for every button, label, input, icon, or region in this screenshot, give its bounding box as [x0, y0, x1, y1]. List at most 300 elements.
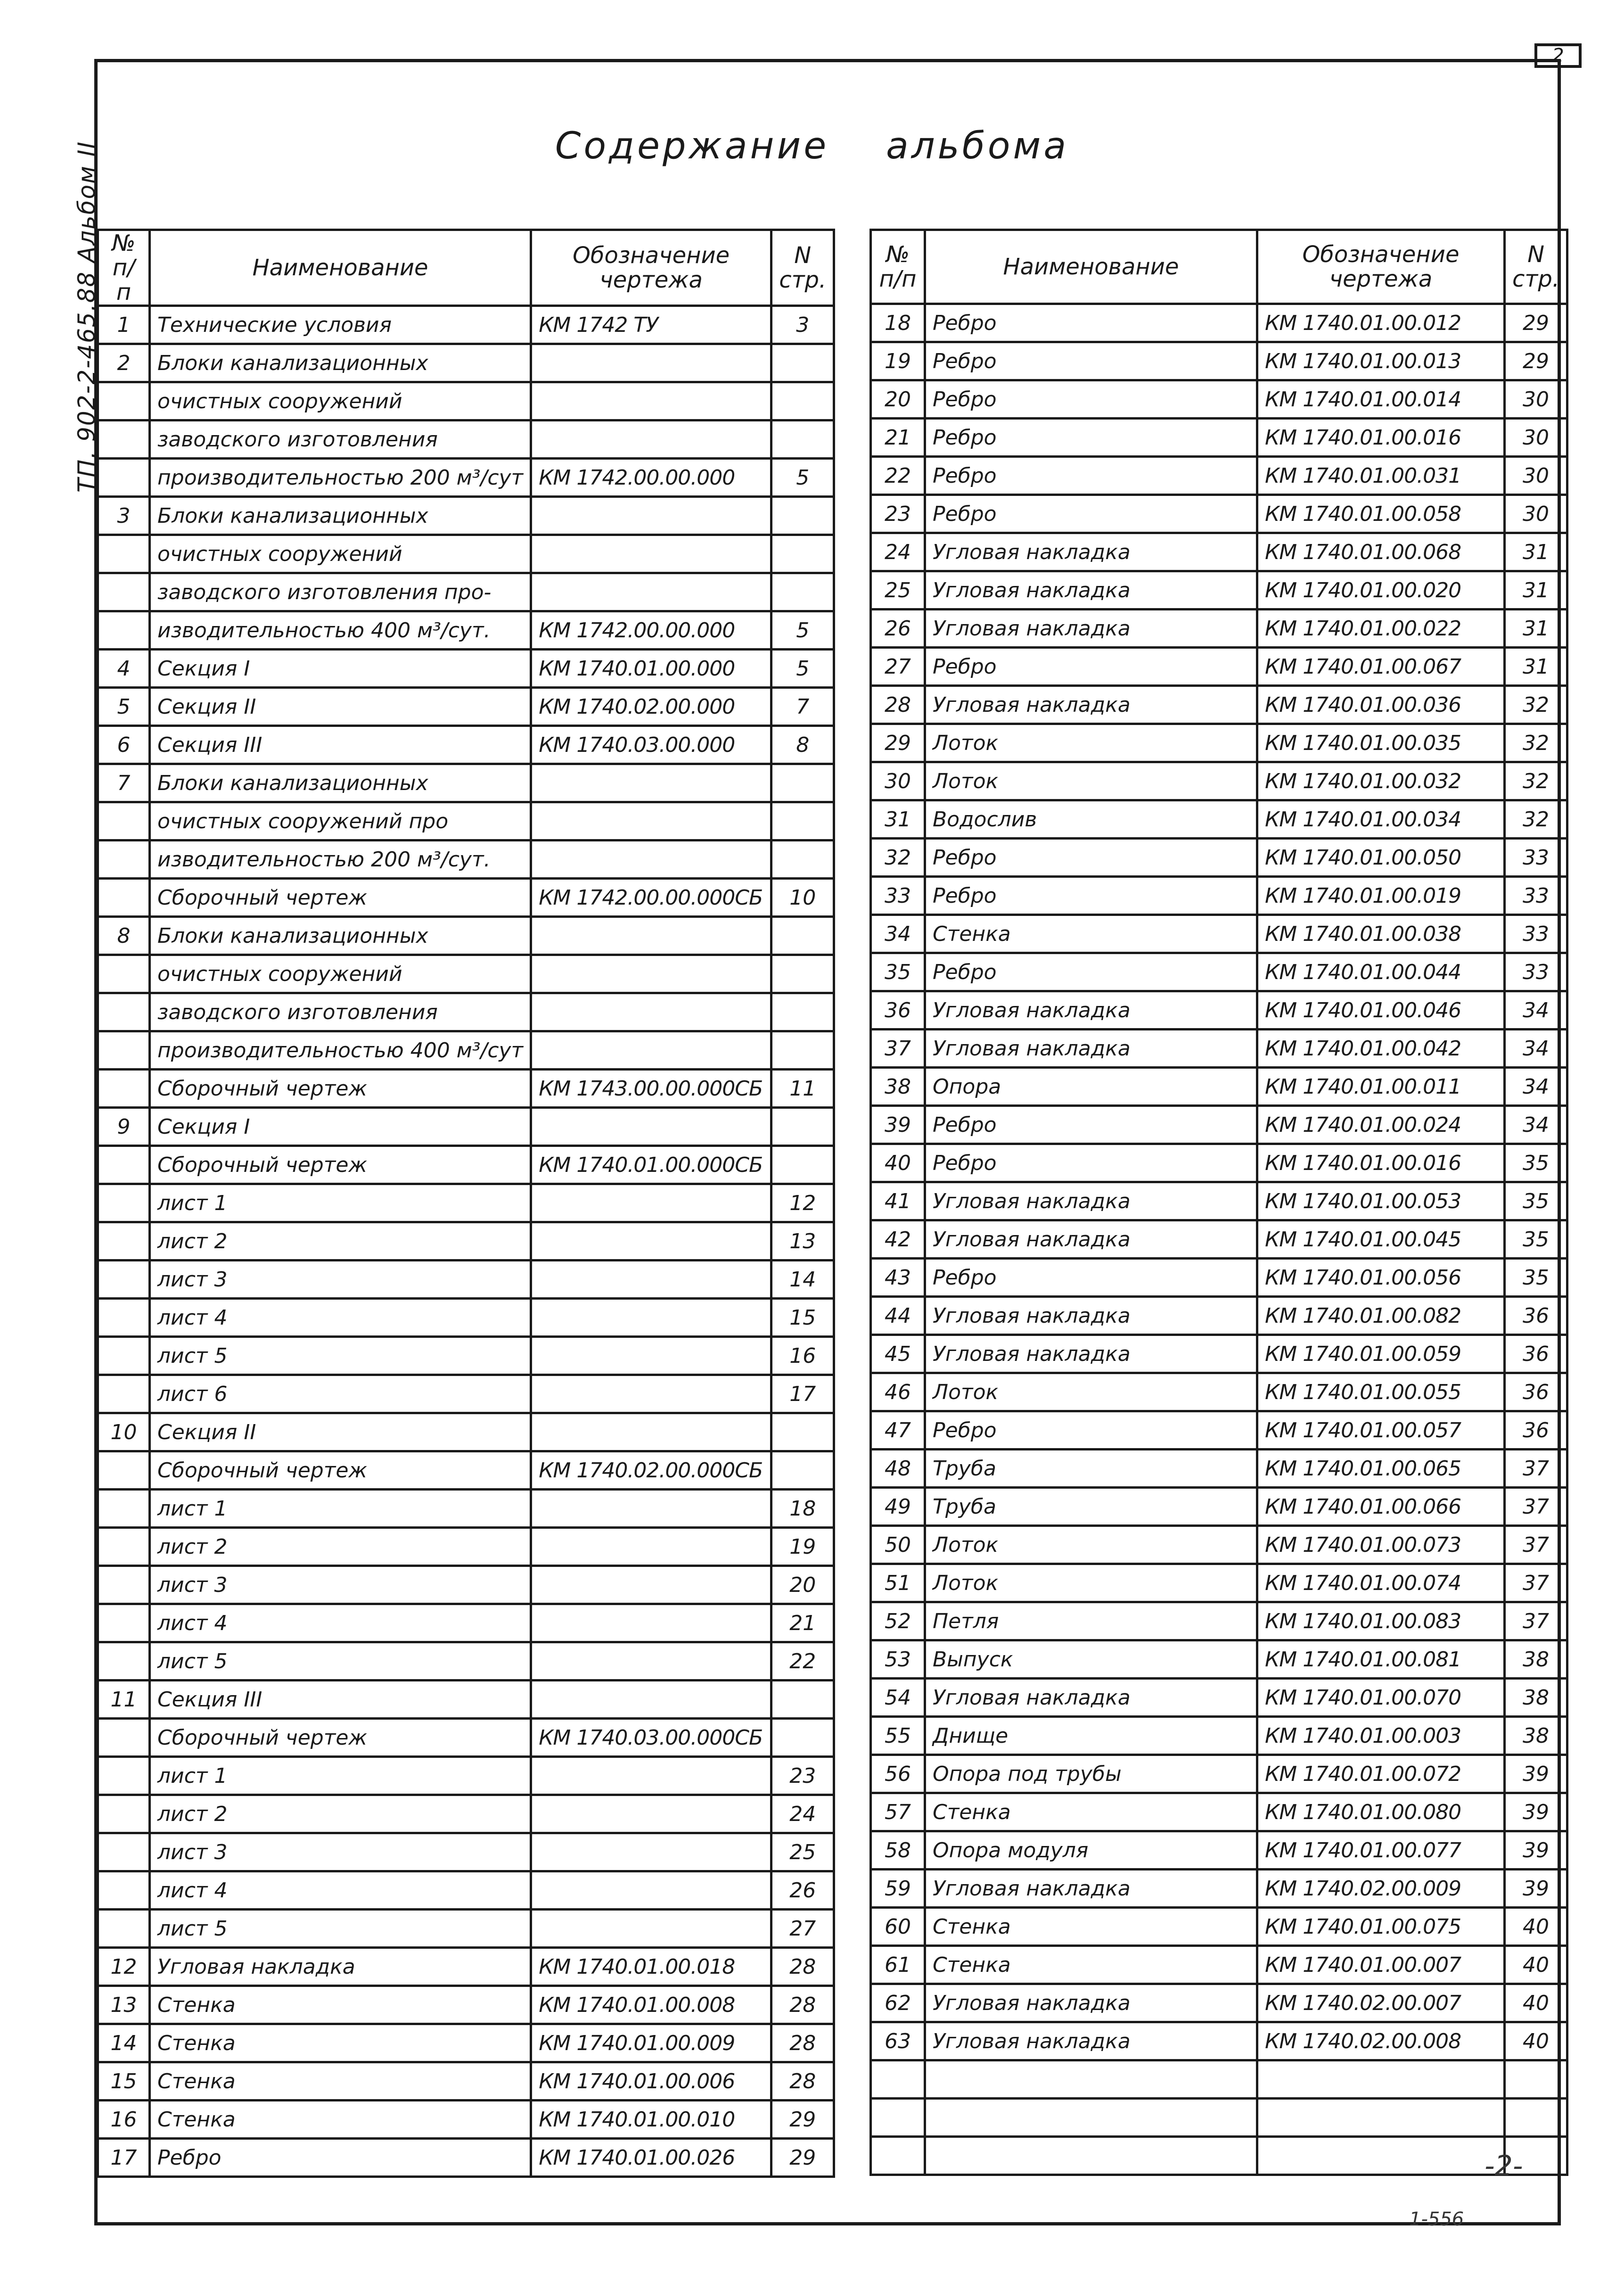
row-name: Сборочный чертеж: [150, 1719, 531, 1757]
row-designation: КМ 1740.01.00.000: [531, 650, 771, 688]
row-designation: КМ 1740.01.00.034: [1257, 800, 1505, 839]
table-row: [98, 2024, 834, 2062]
row-designation: [531, 573, 771, 611]
row-page: 36: [1505, 1373, 1567, 1411]
row-page: [771, 573, 834, 611]
row-name: лист 4: [150, 1604, 531, 1642]
table-row: [98, 420, 834, 459]
row-name: заводского изготовления про-: [150, 573, 531, 611]
row-number: 10: [98, 1413, 150, 1451]
row-designation: [531, 802, 771, 840]
row-name: Секция II: [150, 688, 531, 726]
row-name: Выпуск: [925, 1640, 1257, 1679]
row-number: 58: [871, 1831, 925, 1870]
row-name: Секция III: [150, 726, 531, 764]
table-row: [871, 762, 1567, 800]
row-number: 13: [98, 1986, 150, 2024]
row-name: очистных сооружений про: [150, 802, 531, 840]
row-page: 32: [1505, 762, 1567, 800]
row-page: [771, 1031, 834, 1070]
row-number: [98, 1833, 150, 1871]
row-page: 34: [1505, 991, 1567, 1030]
row-page: 34: [1505, 1106, 1567, 1144]
table-row: [871, 610, 1567, 648]
row-number: [98, 611, 150, 650]
row-page: 39: [1505, 1793, 1567, 1831]
table-row: [871, 380, 1567, 419]
row-number: [98, 1871, 150, 1910]
row-page: 32: [1505, 686, 1567, 724]
row-page: [771, 497, 834, 535]
row-designation: КМ 1740.01.00.035: [1257, 724, 1505, 762]
row-name: Ребро: [925, 380, 1257, 419]
row-name: Секция II: [150, 1413, 531, 1451]
row-number: [98, 1490, 150, 1528]
row-number: 8: [98, 917, 150, 955]
row-number: 34: [871, 915, 925, 953]
row-number: 4: [98, 650, 150, 688]
row-designation: [531, 1031, 771, 1070]
row-name: Угловая накладка: [150, 1948, 531, 1986]
row-designation: КМ 1740.01.00.068: [1257, 533, 1505, 571]
row-designation: КМ 1740.01.00.074: [1257, 1564, 1505, 1602]
row-name: очистных сооружений: [150, 955, 531, 993]
row-designation: КМ 1740.01.00.012: [1257, 304, 1505, 342]
row-designation: КМ 1740.01.00.016: [1257, 1144, 1505, 1182]
row-number: 22: [871, 457, 925, 495]
row-page: 15: [771, 1299, 834, 1337]
row-number: [98, 1222, 150, 1261]
row-designation: [1257, 2137, 1505, 2175]
row-name: Ребро: [925, 648, 1257, 686]
row-designation: [531, 840, 771, 879]
row-number: [98, 459, 150, 497]
row-number: 1: [98, 306, 150, 344]
row-designation: [531, 1795, 771, 1833]
table-row: [98, 764, 834, 802]
table-row: [98, 1108, 834, 1146]
row-page: 22: [771, 1642, 834, 1681]
row-name: лист 2: [150, 1222, 531, 1261]
table-row: [871, 724, 1567, 762]
row-designation: КМ 1740.01.00.011: [1257, 1068, 1505, 1106]
row-page: 21: [771, 1604, 834, 1642]
row-page: 5: [771, 611, 834, 650]
row-number: 7: [98, 764, 150, 802]
row-name: Стенка: [150, 2024, 531, 2062]
table-row: [98, 1642, 834, 1681]
row-name: Угловая накладка: [925, 1220, 1257, 1259]
table-row: [98, 1948, 834, 1986]
row-page: 8: [771, 726, 834, 764]
header-num: № п/п: [871, 230, 925, 304]
row-name: Труба: [925, 1450, 1257, 1488]
row-number: 63: [871, 2022, 925, 2060]
row-designation: [531, 344, 771, 382]
row-page: 19: [771, 1528, 834, 1566]
row-designation: КМ 1740.03.00.000: [531, 726, 771, 764]
row-page: [771, 1719, 834, 1757]
table-row: [98, 1337, 834, 1375]
table-row: [98, 1222, 834, 1261]
row-designation: КМ 1740.02.00.008: [1257, 2022, 1505, 2060]
row-designation: [1257, 2099, 1505, 2137]
row-name: Ребро: [150, 2139, 531, 2177]
row-number: 20: [871, 380, 925, 419]
table-row: [871, 1755, 1567, 1793]
row-name: лист 4: [150, 1871, 531, 1910]
row-page: 16: [771, 1337, 834, 1375]
row-number: [98, 420, 150, 459]
row-designation: КМ 1740.01.00.009: [531, 2024, 771, 2062]
row-name: Ребро: [925, 1144, 1257, 1182]
table-row: [871, 1220, 1567, 1259]
row-number: 41: [871, 1182, 925, 1220]
row-page: 35: [1505, 1220, 1567, 1259]
table-row: [98, 344, 834, 382]
row-page: 12: [771, 1184, 834, 1222]
row-number: 27: [871, 648, 925, 686]
table-row: [98, 497, 834, 535]
row-name: Угловая накладка: [925, 1984, 1257, 2022]
row-page: 32: [1505, 800, 1567, 839]
row-number: [98, 1528, 150, 1566]
row-number: [98, 1070, 150, 1108]
row-name: Ребро: [925, 457, 1257, 495]
row-number: 38: [871, 1068, 925, 1106]
table-row: [871, 304, 1567, 342]
row-name: Стенка: [925, 1908, 1257, 1946]
row-page: 31: [1505, 571, 1567, 610]
row-name: лист 6: [150, 1375, 531, 1413]
row-page: [771, 802, 834, 840]
row-number: 49: [871, 1488, 925, 1526]
table-row: [871, 1182, 1567, 1220]
row-name: Угловая накладка: [925, 686, 1257, 724]
row-designation: [531, 1833, 771, 1871]
table-row: [98, 650, 834, 688]
row-name: Стенка: [925, 1793, 1257, 1831]
table-row: [98, 535, 834, 573]
row-name: Сборочный чертеж: [150, 1146, 531, 1184]
table-row: [871, 1106, 1567, 1144]
row-name: Стенка: [150, 2101, 531, 2139]
row-number: 31: [871, 800, 925, 839]
row-name: Опора: [925, 1068, 1257, 1106]
row-designation: КМ 1740.01.00.045: [1257, 1220, 1505, 1259]
row-designation: [531, 1490, 771, 1528]
row-number: [871, 2137, 925, 2175]
row-page: 5: [771, 459, 834, 497]
row-number: 29: [871, 724, 925, 762]
row-page: [771, 382, 834, 420]
row-number: [98, 535, 150, 573]
row-number: 44: [871, 1297, 925, 1335]
row-designation: КМ 1740.01.00.036: [1257, 686, 1505, 724]
row-name: [925, 2099, 1257, 2137]
table-row: [98, 1413, 834, 1451]
table-row: [871, 2137, 1567, 2175]
footer-mark: -2-: [1485, 2150, 1523, 2183]
table-row: [871, 342, 1567, 380]
table-header-row: [871, 230, 1567, 304]
row-designation: КМ 1740.01.00.056: [1257, 1259, 1505, 1297]
row-number: 37: [871, 1030, 925, 1068]
row-number: [98, 1261, 150, 1299]
row-number: 19: [871, 342, 925, 380]
row-page: 33: [1505, 839, 1567, 877]
row-page: 5: [771, 650, 834, 688]
row-designation: [531, 955, 771, 993]
row-number: [98, 1031, 150, 1070]
row-name: лист 4: [150, 1299, 531, 1337]
row-page: 25: [771, 1833, 834, 1871]
row-number: 56: [871, 1755, 925, 1793]
row-designation: КМ 1740.01.00.022: [1257, 610, 1505, 648]
row-name: Водослив: [925, 800, 1257, 839]
row-name: лист 5: [150, 1337, 531, 1375]
row-page: 30: [1505, 419, 1567, 457]
table-row: [98, 1566, 834, 1604]
table-row: [98, 1795, 834, 1833]
table-row: [871, 1602, 1567, 1640]
row-number: [98, 879, 150, 917]
row-name: Ребро: [925, 953, 1257, 991]
row-name: Угловая накладка: [925, 1870, 1257, 1908]
table-row: [871, 1526, 1567, 1564]
table-row: [98, 1910, 834, 1948]
table-row: [871, 1793, 1567, 1831]
table-row: [871, 1411, 1567, 1450]
row-page: 32: [1505, 724, 1567, 762]
table-row: [98, 1070, 834, 1108]
row-page: 33: [1505, 953, 1567, 991]
table-row: [98, 1261, 834, 1299]
row-designation: [531, 1375, 771, 1413]
table-row: [871, 2099, 1567, 2137]
row-designation: КМ 1740.01.00.042: [1257, 1030, 1505, 1068]
row-name: Угловая накладка: [925, 2022, 1257, 2060]
row-page: 26: [771, 1871, 834, 1910]
row-name: лист 2: [150, 1795, 531, 1833]
header-num: № п/п: [98, 230, 150, 306]
row-page: 35: [1505, 1144, 1567, 1182]
row-page: 23: [771, 1757, 834, 1795]
table-row: [871, 1640, 1567, 1679]
row-designation: КМ 1740.01.00.075: [1257, 1908, 1505, 1946]
row-page: 40: [1505, 1984, 1567, 2022]
row-number: 40: [871, 1144, 925, 1182]
row-page: [771, 840, 834, 879]
table-row: [98, 1184, 834, 1222]
table-row: [98, 1451, 834, 1490]
row-designation: [531, 1604, 771, 1642]
row-name: Угловая накладка: [925, 1335, 1257, 1373]
row-name: [925, 2137, 1257, 2175]
row-number: 2: [98, 344, 150, 382]
table-row: [871, 1717, 1567, 1755]
row-designation: [531, 1413, 771, 1451]
row-name: Ребро: [925, 877, 1257, 915]
row-page: 38: [1505, 1717, 1567, 1755]
row-name: заводского изготовления: [150, 993, 531, 1031]
table-row: [871, 1450, 1567, 1488]
row-name: Стенка: [150, 1986, 531, 2024]
row-name: лист 3: [150, 1261, 531, 1299]
row-name: Сборочный чертеж: [150, 1070, 531, 1108]
table-row: [871, 457, 1567, 495]
row-number: 39: [871, 1106, 925, 1144]
row-number: [98, 1146, 150, 1184]
table-row: [871, 1335, 1567, 1373]
contents-table-left: [97, 229, 835, 2178]
row-number: 12: [98, 1948, 150, 1986]
table-row: [871, 2022, 1567, 2060]
row-designation: КМ 1740.01.00.019: [1257, 877, 1505, 915]
row-page: 30: [1505, 380, 1567, 419]
row-name: Блоки канализационных: [150, 764, 531, 802]
row-number: [98, 382, 150, 420]
row-designation: [531, 420, 771, 459]
row-number: 33: [871, 877, 925, 915]
row-designation: [531, 1871, 771, 1910]
row-designation: КМ 1740.01.00.066: [1257, 1488, 1505, 1526]
row-designation: КМ 1740.01.00.073: [1257, 1526, 1505, 1564]
row-designation: КМ 1740.01.00.024: [1257, 1106, 1505, 1144]
table-row: [98, 1490, 834, 1528]
row-number: 53: [871, 1640, 925, 1679]
row-number: 46: [871, 1373, 925, 1411]
row-name: лист 3: [150, 1833, 531, 1871]
row-page: 37: [1505, 1488, 1567, 1526]
row-designation: [531, 1184, 771, 1222]
contents-body-right: [871, 304, 1567, 2175]
row-designation: КМ 1740.01.00.057: [1257, 1411, 1505, 1450]
table-row: [98, 382, 834, 420]
row-name: Ребро: [925, 419, 1257, 457]
row-page: 7: [771, 688, 834, 726]
table-row: [871, 1373, 1567, 1411]
table-row: [98, 1681, 834, 1719]
row-designation: [531, 1566, 771, 1604]
row-page: 37: [1505, 1564, 1567, 1602]
row-designation: КМ 1740.01.00.044: [1257, 953, 1505, 991]
row-page: 20: [771, 1566, 834, 1604]
row-number: [98, 1337, 150, 1375]
row-designation: КМ 1742 ТУ: [531, 306, 771, 344]
row-designation: КМ 1740.01.00.016: [1257, 419, 1505, 457]
table-row: [98, 993, 834, 1031]
row-number: 32: [871, 839, 925, 877]
row-designation: КМ 1740.01.00.046: [1257, 991, 1505, 1030]
row-number: 14: [98, 2024, 150, 2062]
row-name: заводского изготовления: [150, 420, 531, 459]
row-name: [925, 2060, 1257, 2099]
row-name: Блоки канализационных: [150, 917, 531, 955]
row-designation: КМ 1740.01.00.020: [1257, 571, 1505, 610]
row-name: Угловая накладка: [925, 1297, 1257, 1335]
row-page: 36: [1505, 1335, 1567, 1373]
table-row: [98, 306, 834, 344]
row-page: [771, 1681, 834, 1719]
row-name: Стенка: [925, 915, 1257, 953]
row-designation: КМ 1740.01.00.083: [1257, 1602, 1505, 1640]
row-number: 43: [871, 1259, 925, 1297]
row-name: Угловая накладка: [925, 610, 1257, 648]
row-number: 51: [871, 1564, 925, 1602]
table-row: [98, 1757, 834, 1795]
row-page: 36: [1505, 1411, 1567, 1450]
row-number: 17: [98, 2139, 150, 2177]
row-designation: КМ 1740.01.00.000СБ: [531, 1146, 771, 1184]
row-number: [98, 1795, 150, 1833]
table-row: [98, 2062, 834, 2101]
row-designation: КМ 1740.01.00.006: [531, 2062, 771, 2101]
row-name: Секция III: [150, 1681, 531, 1719]
row-name: Ребро: [925, 1411, 1257, 1450]
row-name: лист 3: [150, 1566, 531, 1604]
table-row: [98, 1833, 834, 1871]
row-name: Угловая накладка: [925, 1030, 1257, 1068]
row-number: 48: [871, 1450, 925, 1488]
table-row: [871, 1984, 1567, 2022]
row-number: [98, 802, 150, 840]
contents-table-right: [869, 229, 1568, 2176]
row-page: [771, 955, 834, 993]
row-designation: КМ 1740.03.00.000СБ: [531, 1719, 771, 1757]
row-name: Стенка: [925, 1946, 1257, 1984]
row-designation: КМ 1740.02.00.009: [1257, 1870, 1505, 1908]
row-page: 39: [1505, 1755, 1567, 1793]
row-page: 3: [771, 306, 834, 344]
row-designation: КМ 1742.00.00.000: [531, 611, 771, 650]
row-page: 29: [1505, 342, 1567, 380]
row-number: 5: [98, 688, 150, 726]
table-row: [871, 1297, 1567, 1335]
header-code: Обозначение чертежа: [531, 230, 771, 306]
row-number: 60: [871, 1908, 925, 1946]
row-name: Сборочный чертеж: [150, 1451, 531, 1490]
table-row: [871, 2060, 1567, 2099]
row-name: Опора модуля: [925, 1831, 1257, 1870]
table-row: [871, 953, 1567, 991]
row-name: лист 1: [150, 1490, 531, 1528]
row-designation: КМ 1740.01.00.018: [531, 1948, 771, 1986]
row-name: очистных сооружений: [150, 382, 531, 420]
row-name: Блоки канализационных: [150, 497, 531, 535]
row-page: 33: [1505, 877, 1567, 915]
row-number: 26: [871, 610, 925, 648]
row-name: производительностью 400 м³/сут: [150, 1031, 531, 1070]
row-number: 6: [98, 726, 150, 764]
row-number: 52: [871, 1602, 925, 1640]
row-number: 11: [98, 1681, 150, 1719]
row-name: Ребро: [925, 342, 1257, 380]
row-page: 40: [1505, 1908, 1567, 1946]
table-row: [98, 2101, 834, 2139]
row-designation: КМ 1740.01.00.077: [1257, 1831, 1505, 1870]
row-number: 61: [871, 1946, 925, 1984]
header-name: Наименование: [925, 230, 1257, 304]
row-name: Днище: [925, 1717, 1257, 1755]
row-designation: КМ 1740.01.00.038: [1257, 915, 1505, 953]
table-row: [871, 571, 1567, 610]
row-number: 35: [871, 953, 925, 991]
row-designation: КМ 1740.01.00.065: [1257, 1450, 1505, 1488]
row-name: Ребро: [925, 839, 1257, 877]
row-number: [98, 1642, 150, 1681]
row-designation: КМ 1740.01.00.008: [531, 1986, 771, 2024]
